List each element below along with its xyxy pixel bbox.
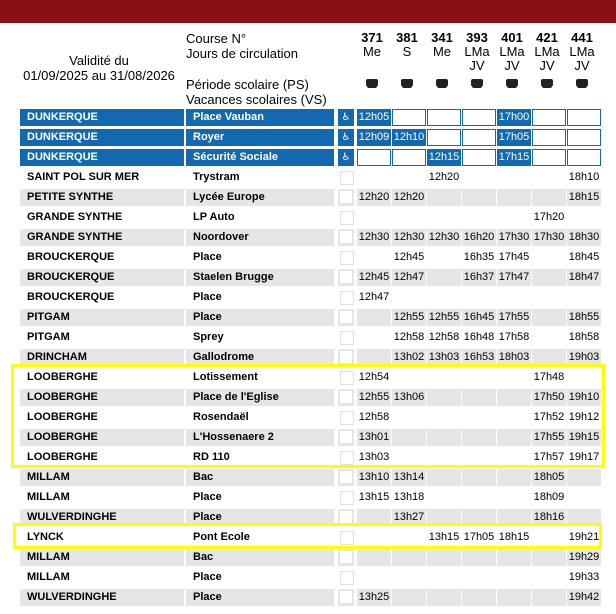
stop-name: Place Vauban	[186, 109, 334, 126]
table-row	[0, 549, 616, 566]
departure-time: 19h12	[568, 411, 600, 423]
departure-time	[357, 569, 391, 586]
wheelchair-icon: ♿	[338, 149, 354, 166]
accessibility-cell	[338, 269, 354, 286]
departure-time: 18h47	[567, 269, 601, 286]
departure-time	[427, 549, 461, 566]
table-row	[0, 149, 616, 166]
departure-time	[497, 489, 531, 506]
departure-time	[462, 549, 496, 566]
departure-time: 18h45	[568, 251, 600, 263]
departure-time	[567, 469, 601, 486]
stop-name: Noordover	[186, 229, 334, 246]
departure-time: 19h10	[567, 389, 601, 406]
course-number: 371	[361, 30, 383, 45]
school-period-label: Période scolaire (PS)	[186, 77, 309, 92]
stop-name: Staelen Brugge	[186, 269, 334, 286]
departure-time: 18h09	[533, 491, 565, 503]
departure-time: 13h15	[428, 531, 460, 543]
departure-time: 12h30	[357, 229, 391, 246]
departure-time: 18h03	[497, 349, 531, 366]
stop-name: Pont Ecole	[193, 531, 250, 543]
departure-time: 17h00	[497, 109, 531, 126]
departure-time: 17h30	[532, 229, 566, 246]
city-name: BROUCKERQUE	[20, 269, 184, 286]
departure-time: 18h10	[568, 171, 600, 183]
departure-time	[497, 469, 531, 486]
course-number: 421	[536, 30, 558, 45]
departure-time: 12h05	[357, 109, 391, 126]
city-name: LOOBERGHE	[27, 411, 98, 423]
departure-time: 18h58	[568, 331, 600, 343]
departure-time	[357, 169, 391, 186]
departure-time	[462, 209, 496, 226]
stop-name: Trystram	[193, 171, 240, 183]
city-name: PITGAM	[20, 309, 184, 326]
departure-time	[532, 249, 566, 266]
course-header	[530, 31, 564, 86]
departure-time: 12h10	[392, 129, 426, 146]
departure-time	[357, 209, 391, 226]
departure-time: 18h15	[498, 531, 530, 543]
course-header	[355, 31, 389, 86]
table-row	[0, 269, 616, 286]
course-days: LMa	[499, 44, 525, 59]
departure-time	[392, 589, 426, 606]
departure-time	[462, 289, 496, 306]
departure-time: 16h20	[462, 229, 496, 246]
accessibility-cell	[338, 329, 354, 346]
accessibility-cell	[338, 569, 354, 586]
course-header	[390, 31, 424, 86]
city-name: MILLAM	[20, 469, 184, 486]
departure-time: 19h29	[567, 549, 601, 566]
course-days: LMa	[569, 44, 595, 59]
departure-time: 17h45	[498, 251, 530, 263]
validity-label: Validité du	[69, 53, 129, 68]
departure-time: 12h20	[392, 189, 426, 206]
course-number-label: Course N°	[186, 31, 247, 46]
departure-time: 13h06	[392, 389, 426, 406]
course-number: 401	[501, 30, 523, 45]
course-days: LMa	[464, 44, 490, 59]
departure-time	[357, 309, 391, 326]
departure-time: 19h17	[568, 451, 600, 463]
course-number: 341	[431, 30, 453, 45]
departure-time: 18h15	[567, 189, 601, 206]
days-label: Jours de circulation	[186, 46, 298, 61]
validity-dates: 01/09/2025 au 31/08/2026	[23, 68, 175, 83]
departure-time	[497, 549, 531, 566]
course-days: JV	[539, 58, 555, 73]
departure-time: 17h58	[498, 331, 530, 343]
table-row	[0, 329, 616, 346]
table-row	[0, 249, 616, 266]
course-header	[425, 31, 459, 86]
stop-name: Place	[193, 291, 222, 303]
city-name: PITGAM	[27, 331, 70, 343]
stop-name: Bac	[186, 549, 334, 566]
stop-name: Sprey	[193, 331, 224, 343]
departure-time	[392, 209, 426, 226]
departure-time	[567, 289, 601, 306]
departure-time: 17h50	[532, 389, 566, 406]
departure-time	[392, 109, 426, 126]
departure-time: 13h03	[427, 349, 461, 366]
city-name: GRANDE SYNTHE	[27, 211, 123, 223]
bus-icon	[506, 79, 518, 86]
departure-time	[392, 549, 426, 566]
city-name: LOOBERGHE	[27, 371, 98, 383]
departure-time	[532, 169, 566, 186]
stop-name: LP Auto	[193, 211, 235, 223]
accessibility-cell	[338, 189, 354, 206]
departure-time: 16h48	[463, 331, 495, 343]
stop-name: Place	[186, 589, 334, 606]
departure-time: 17h55	[532, 429, 566, 446]
city-name: DUNKERQUE	[20, 149, 184, 166]
departure-time	[462, 129, 496, 146]
departure-time: 17h55	[497, 309, 531, 326]
course-number: 393	[466, 30, 488, 45]
table-row	[0, 169, 616, 186]
city-name: BROUCKERQUE	[27, 291, 115, 303]
departure-time	[357, 249, 391, 266]
table-row	[0, 229, 616, 246]
accessibility-cell	[338, 169, 354, 186]
departure-time	[497, 209, 531, 226]
departure-time	[497, 169, 531, 186]
departure-time	[462, 569, 496, 586]
stop-name: Sécurité Sociale	[186, 149, 334, 166]
departure-time	[497, 589, 531, 606]
city-name: DRINCHAM	[20, 349, 184, 366]
departure-time	[392, 169, 426, 186]
departure-time: 12h45	[393, 251, 425, 263]
departure-time: 17h52	[533, 411, 565, 423]
departure-time	[392, 289, 426, 306]
departure-time: 13h15	[358, 491, 390, 503]
departure-time	[532, 329, 566, 346]
departure-time	[427, 269, 461, 286]
bus-icon	[366, 79, 378, 86]
course-days: JV	[574, 58, 590, 73]
departure-time	[532, 149, 566, 166]
departure-time	[532, 109, 566, 126]
stop-name: Place	[186, 509, 334, 526]
departure-time: 17h20	[533, 211, 565, 223]
city-name: DUNKERQUE	[20, 109, 184, 126]
departure-time	[462, 109, 496, 126]
table-row	[0, 589, 616, 606]
stop-name: Place	[193, 571, 222, 583]
departure-time: 16h37	[462, 269, 496, 286]
departure-time: 17h47	[497, 269, 531, 286]
table-row	[0, 209, 616, 226]
departure-time: 12h55	[427, 309, 461, 326]
departure-time: 17h48	[533, 371, 565, 383]
departure-time	[532, 129, 566, 146]
departure-time	[532, 549, 566, 566]
departure-time	[567, 149, 601, 166]
table-row	[0, 569, 616, 586]
departure-time: 13h02	[392, 349, 426, 366]
departure-time	[427, 129, 461, 146]
city-name: LOOBERGHE	[20, 389, 184, 406]
departure-time: 13h18	[393, 491, 425, 503]
validity-period	[14, 53, 184, 83]
departure-time	[462, 469, 496, 486]
departure-time	[462, 589, 496, 606]
city-name: MILLAM	[27, 491, 70, 503]
stop-name: Place	[186, 309, 334, 326]
table-row	[0, 469, 616, 486]
course-header	[460, 31, 494, 86]
course-number: 381	[396, 30, 418, 45]
course-days: JV	[469, 58, 485, 73]
departure-time: 12h30	[392, 229, 426, 246]
departure-time	[462, 149, 496, 166]
departure-time: 13h14	[392, 469, 426, 486]
bus-icon	[471, 79, 483, 86]
departure-time: 12h55	[392, 309, 426, 326]
departure-time	[497, 289, 531, 306]
stop-name: Bac	[186, 469, 334, 486]
departure-time	[497, 569, 531, 586]
course-days: Me	[432, 44, 452, 59]
departure-time: 12h45	[357, 269, 391, 286]
departure-time: 19h21	[568, 531, 600, 543]
departure-time: 18h30	[567, 229, 601, 246]
city-name: DUNKERQUE	[20, 129, 184, 146]
departure-time: 17h05	[463, 531, 495, 543]
departure-time: 12h58	[358, 411, 390, 423]
stop-name: RD 110	[193, 451, 230, 463]
stop-name: Royer	[186, 129, 334, 146]
departure-time: 12h55	[357, 389, 391, 406]
departure-time	[532, 569, 566, 586]
departure-time: 17h57	[533, 451, 565, 463]
departure-time: 12h15	[427, 149, 461, 166]
departure-time: 13h27	[392, 509, 426, 526]
city-name: SAINT POL SUR MER	[27, 171, 140, 183]
accessibility-cell	[338, 469, 354, 486]
bus-icon	[436, 79, 448, 86]
course-days: JV	[504, 58, 520, 73]
departure-time	[532, 289, 566, 306]
stop-name: Lotissement	[193, 371, 258, 383]
city-name: PETITE SYNTHE	[20, 189, 184, 206]
departure-time: 12h47	[392, 269, 426, 286]
departure-time: 19h42	[567, 589, 601, 606]
departure-time: 19h03	[567, 349, 601, 366]
departure-time	[392, 569, 426, 586]
departure-time	[427, 589, 461, 606]
course-header	[495, 31, 529, 86]
highlight-looberghe	[11, 364, 605, 468]
accessibility-cell	[338, 229, 354, 246]
departure-time	[427, 469, 461, 486]
departure-time	[427, 109, 461, 126]
bus-icon	[576, 79, 588, 86]
course-days: S	[402, 44, 412, 59]
departure-time	[462, 489, 496, 506]
city-name: WULVERDINGHE	[20, 509, 184, 526]
departure-time: 12h09	[357, 129, 391, 146]
departure-time	[357, 149, 391, 166]
departure-time	[462, 169, 496, 186]
course-days: LMa	[534, 44, 560, 59]
accessibility-cell	[338, 249, 354, 266]
departure-time: 12h54	[358, 371, 390, 383]
departure-time	[462, 189, 496, 206]
departure-time: 18h16	[532, 509, 566, 526]
departure-time	[497, 189, 531, 206]
city-name: WULVERDINGHE	[20, 589, 184, 606]
city-name: LYNCK	[27, 531, 64, 543]
departure-time: 12h20	[357, 189, 391, 206]
table-row	[0, 489, 616, 506]
table-row	[0, 289, 616, 306]
departure-time	[427, 489, 461, 506]
departure-time: 12h20	[428, 171, 460, 183]
city-name: MILLAM	[27, 571, 70, 583]
city-name: LOOBERGHE	[27, 451, 98, 463]
table-row	[0, 189, 616, 206]
departure-time: 12h47	[358, 291, 390, 303]
stop-name: Place de l'Eglise	[186, 389, 334, 406]
table-row	[0, 129, 616, 146]
departure-time	[532, 189, 566, 206]
departure-time: 13h01	[357, 429, 391, 446]
departure-time	[427, 249, 461, 266]
city-name: LOOBERGHE	[20, 429, 184, 446]
bus-icon	[401, 79, 413, 86]
course-number: 441	[571, 30, 593, 45]
course-header	[565, 31, 599, 86]
departure-time: 16h53	[462, 349, 496, 366]
departure-time: 16h45	[462, 309, 496, 326]
departure-time	[427, 209, 461, 226]
departure-time: 17h05	[497, 129, 531, 146]
departure-time	[567, 489, 601, 506]
departure-time: 19h15	[567, 429, 601, 446]
stop-name: Gallodrome	[186, 349, 334, 366]
accessibility-cell	[338, 289, 354, 306]
departure-time: 18h55	[567, 309, 601, 326]
table-row	[0, 309, 616, 326]
accessibility-cell	[338, 589, 354, 606]
departure-time	[357, 549, 391, 566]
accessibility-cell	[338, 549, 354, 566]
departure-time: 17h15	[497, 149, 531, 166]
departure-time: 13h03	[358, 451, 390, 463]
departure-time: 13h10	[357, 469, 391, 486]
stop-name: Place	[193, 251, 222, 263]
departure-time	[427, 289, 461, 306]
stop-name: Place	[193, 491, 222, 503]
city-name: BROUCKERQUE	[27, 251, 115, 263]
departure-time	[392, 149, 426, 166]
city-name: GRANDE SYNTHE	[20, 229, 184, 246]
stop-name: L'Hossenaere 2	[186, 429, 334, 446]
stop-name: Rosendaël	[193, 411, 249, 423]
departure-time: 18h05	[532, 469, 566, 486]
top-banner	[0, 0, 616, 23]
departure-time: 19h33	[568, 571, 600, 583]
bus-icon	[541, 79, 553, 86]
table-row	[0, 109, 616, 126]
highlight-lynck	[13, 523, 602, 549]
departure-time	[532, 269, 566, 286]
departure-time	[357, 329, 391, 346]
course-days: Me	[362, 44, 382, 59]
departure-time: 12h58	[428, 331, 460, 343]
accessibility-cell	[338, 209, 354, 226]
departure-time	[532, 309, 566, 326]
departure-time: 17h30	[497, 229, 531, 246]
departure-time	[427, 569, 461, 586]
stop-name: Lycée Europe	[186, 189, 334, 206]
school-holidays-label: Vacances scolaires (VS)	[186, 92, 327, 107]
header-labels	[186, 31, 327, 107]
departure-time	[567, 209, 601, 226]
departure-time: 12h58	[393, 331, 425, 343]
departure-time: 16h35	[463, 251, 495, 263]
departure-time	[427, 189, 461, 206]
accessibility-cell	[338, 489, 354, 506]
departure-time: 12h30	[427, 229, 461, 246]
departure-time	[567, 129, 601, 146]
departure-time	[567, 109, 601, 126]
wheelchair-icon: ♿	[338, 109, 354, 126]
accessibility-cell	[338, 309, 354, 326]
departure-time	[532, 589, 566, 606]
departure-time: 13h25	[357, 589, 391, 606]
city-name: MILLAM	[20, 549, 184, 566]
wheelchair-icon: ♿	[338, 129, 354, 146]
